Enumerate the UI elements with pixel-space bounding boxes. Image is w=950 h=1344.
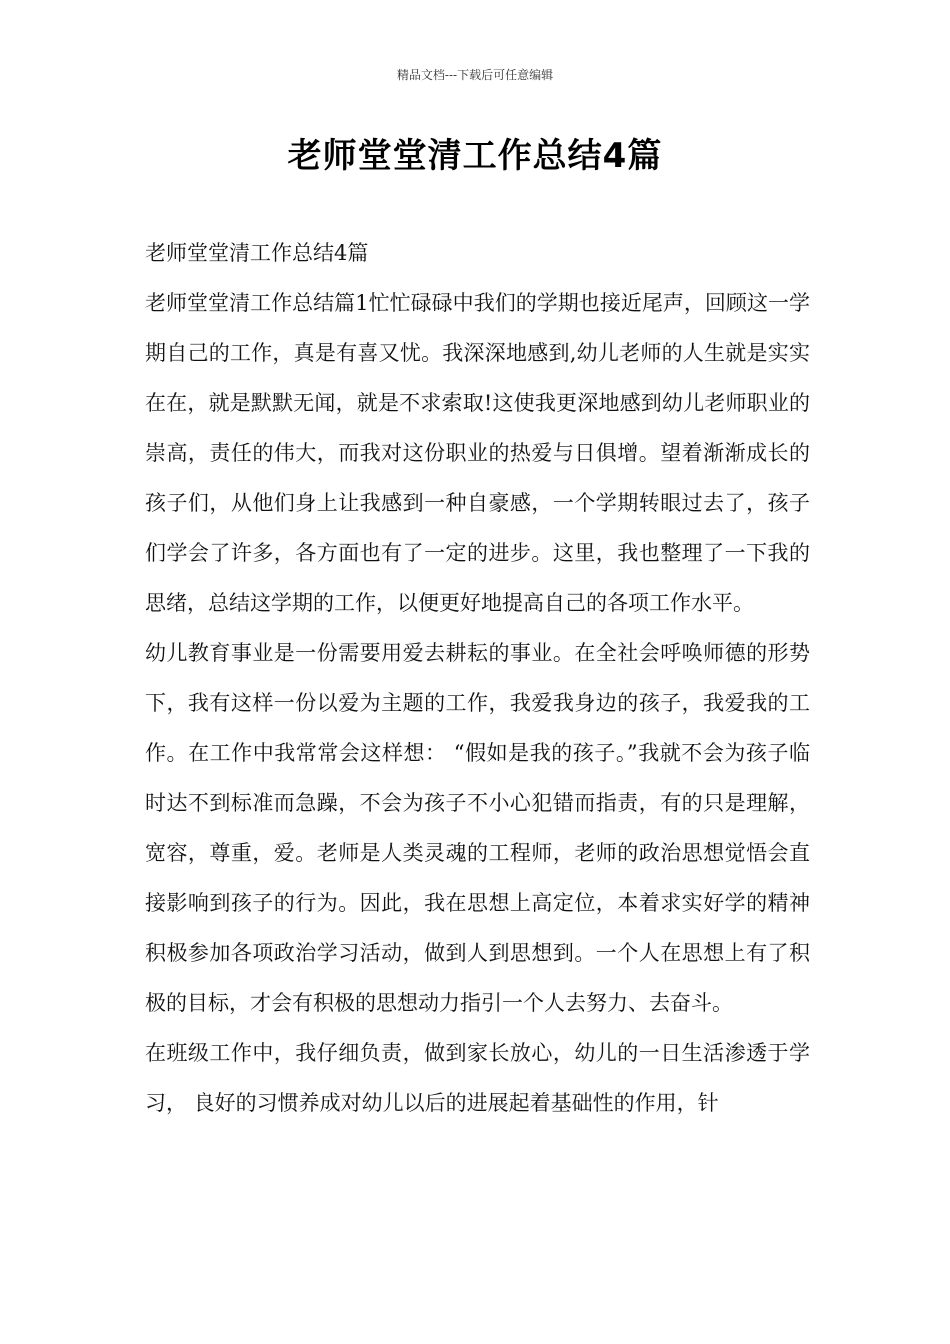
document-title: 老师堂堂清工作总结4篇: [287, 136, 663, 176]
paragraph: 幼儿教育事业是一份需要用爱去耕耘的事业。在全社会呼唤师德的形势下，我有这样一份以爱为主题的工作，我爱我身边的孩子，我爱我的工作。在工作中我常常会这样想： “假如是我的孩子。”我就不会为孩子临时达不到标准而急躁，不会为孩子不小心犯错而指责，有的只是理解，宽容，尊重，爱。老师是人类灵魂的工程师，老师的政治思想觉悟会直接影响到孩子的行为。因此，我在思想上高定位，本着求实好学的精神积极参加各项政治学习活动，做到人到思想到。一个人在思想上有了积极的目标，才会有积极的思想动力指引一个人去努力、去奋斗。: [145, 641, 810, 1015]
paragraph: 在班级工作中，我仔细负责，做到家长放心，幼儿的一日生活渗透于学习， 良好的习惯养成对幼儿以后的进展起着基础性的作用，针: [145, 1041, 810, 1115]
header-note: 精品文档---下载后可任意编辑: [396, 68, 554, 82]
document-body: [145, 228, 810, 1128]
paragraph: 老师堂堂清工作总结篇1忙忙碌碌中我们的学期也接近尾声，回顾这一学期自己的工作，真是有喜又忧。我深深地感到,幼儿老师的人生就是实实在在，就是默默无闻，就是不求索取!这使我更深地感到幼儿老师职业的崇高，责任的伟大，而我对这份职业的热爱与日俱增。望着渐渐成长的孩子们，从他们身上让我感到一种自豪感，一个学期转眼过去了，孩子们学会了许多，各方面也有了一定的进步。这里，我也整理了一下我的思绪，总结这学期的工作，以便更好地提高自己的各项工作水平。: [145, 291, 810, 615]
paragraph-subtitle: 老师堂堂清工作总结4篇: [145, 241, 369, 265]
